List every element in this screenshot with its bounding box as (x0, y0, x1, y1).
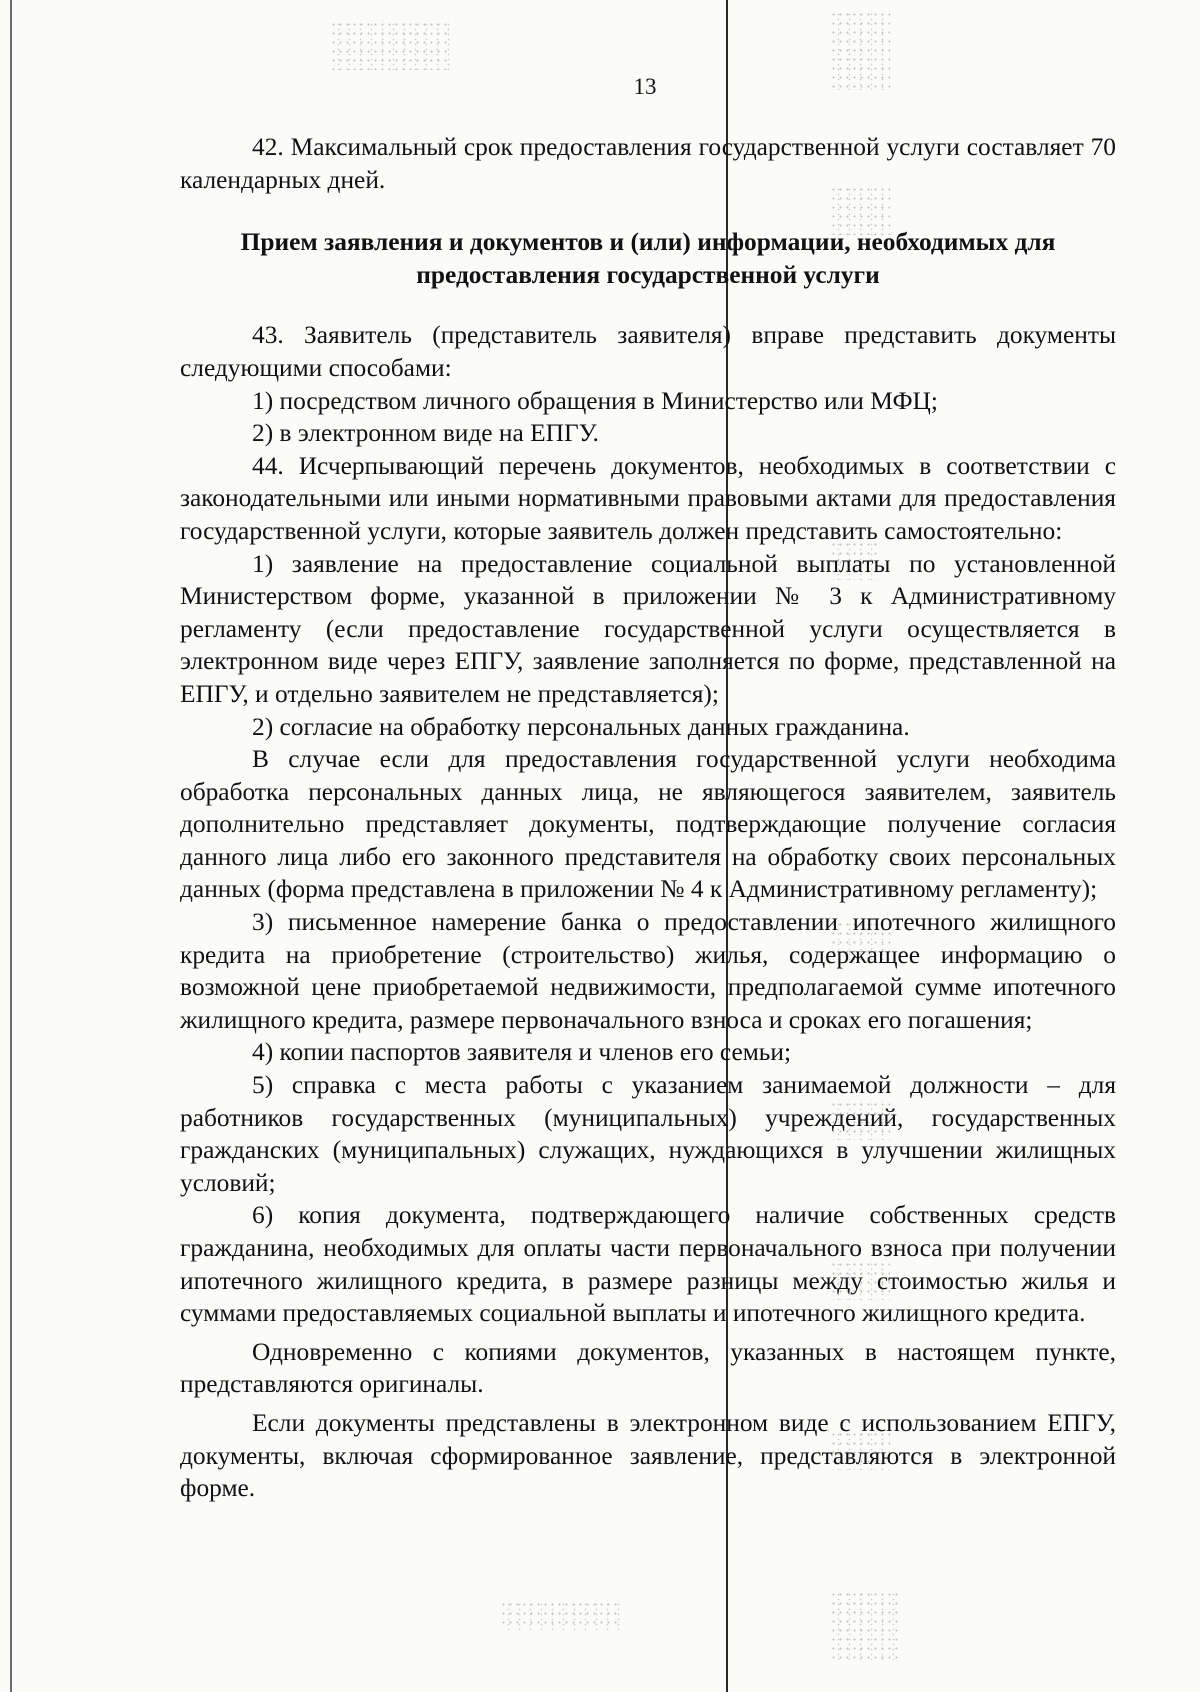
section-heading: Прием заявления и документов и (или) информации, необходимых для предоставления государственной услуги (240, 228, 1056, 289)
paragraph-44: 44. Исчерпывающий перечень документов, необходимых в соответствии с законодательными или иными нормативными правовыми актами для предоставления государственной услуги, которые заявитель должен представить самостоятельно: (180, 451, 1116, 545)
paragraph-42: 42. Максимальный срок предоставления государственной услуги составляет 70 календарных дней. (180, 133, 1116, 194)
paragraph-44-case: В случае если для предоставления государственной услуги необходима обработка персональных данных лица, не являющегося заявителем, заявитель дополнительно представляет документы, подтверждающие получение согласия данного лица либо его законного представителя на обработку своих персональных данных (форма представлена в приложении № 4 к Административному регламенту); (180, 745, 1116, 904)
page-number: 13 (633, 74, 657, 99)
paragraph-43-item-2: 2) в электронном виде на ЕПГУ. (252, 419, 599, 448)
document-body (180, 131, 1116, 1505)
paragraph-44-electronic: Если документы представлены в электронном виде с использованием ЕПГУ, документы, включая сформированное заявление, представляются в электронной форме. (180, 1408, 1116, 1503)
scan-noise (830, 1590, 900, 1660)
paragraph-44-item-5: 5) справка с места работы с указанием занимаемой должности – для работников государственных (муниципальных) учреждений, государственных гражданских (муниципальных) служащих, нуждающихся в улучшении жилищных условий; (180, 1071, 1116, 1197)
paragraph-44-item-6: 6) копия документа, подтверждающего наличие собственных средств гражданина, необходимых для оплаты части первоначального взноса при получении ипотечного жилищного кредита, в размере разницы между стоимостью жилья и суммами предоставляемых социальной выплаты и ипотечного жилищного кредита. (180, 1201, 1116, 1328)
paragraph-44-item-3: 3) письменное намерение банка о предоставлении ипотечного жилищного кредита на приобретение (строительство) жилья, содержащее информацию о возможной цене приобретаемой недвижимости, предполагаемой сумме ипотечного жилищного кредита, размере первоначального взноса и сроках его погашения; (180, 908, 1116, 1034)
scan-noise (500, 1600, 620, 1630)
paragraph-43: 43. Заявитель (представитель заявителя) вправе представить документы следующими способами: (180, 321, 1116, 382)
scan-edge-line (10, 0, 12, 1692)
paragraph-44-item-1: 1) заявление на предоставление социальной выплаты по установленной Министерством форме, указанной в приложении № 3 к Административному регламенту (если предоставление государственной услуги осуществляется в электронном виде через ЕПГУ, заявление заполняется по форме, представленной на ЕПГУ, и отдельно заявителем не представляется); (180, 549, 1116, 708)
paragraph-44-item-4: 4) копии паспортов заявителя и членов его семьи; (252, 1038, 792, 1067)
paragraph-44-item-2: 2) согласие на обработку персональных данных гражданина. (252, 712, 910, 741)
scan-noise (330, 20, 450, 70)
paragraph-44-originals: Одновременно с копиями документов, указанных в настоящем пункте, представляются оригиналы. (180, 1337, 1116, 1399)
paragraph-43-item-1: 1) посредством личного обращения в Министерство или МФЦ; (252, 386, 938, 415)
